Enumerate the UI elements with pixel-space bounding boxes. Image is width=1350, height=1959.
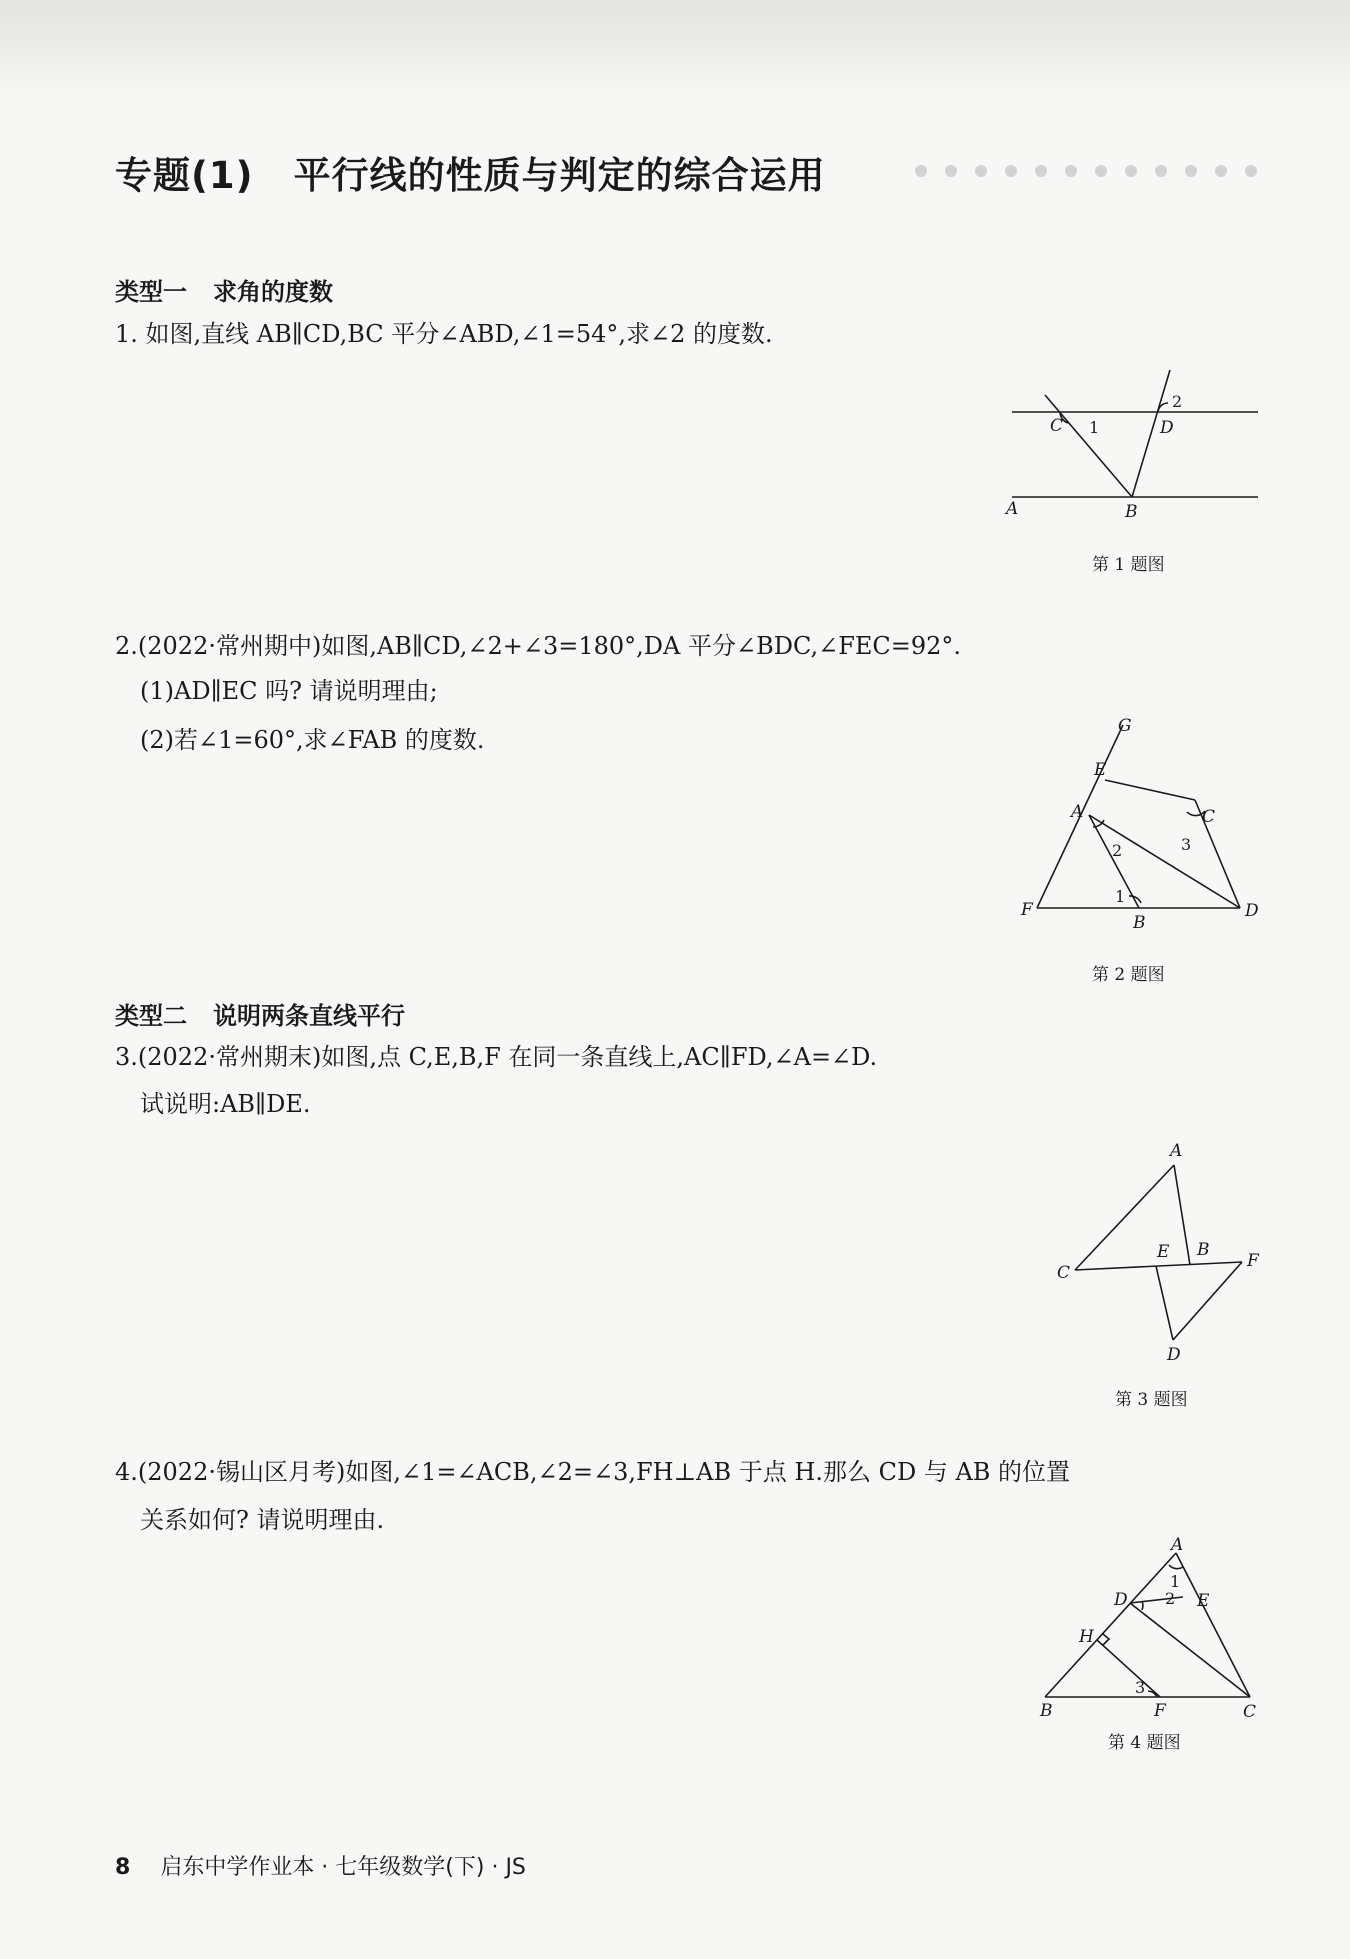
- problem-4-text: 4.(2022·锡山区月考)如图,∠1=∠ACB,∠2=∠3,FH⊥AB 于点 H.那么 CD 与 AB 的位置: [115, 1458, 1071, 1486]
- fig2-label-a: A: [1071, 802, 1084, 822]
- topic-name: 平行线的性质与判定的综合运用: [293, 154, 826, 197]
- problem-2-text: 2.(2022·常州期中)如图,AB∥CD,∠2+∠3=180°,DA 平分∠BDC,∠FEC=92°.: [115, 632, 962, 660]
- figure-2-caption: 第 2 题图: [1092, 965, 1165, 985]
- fig4-label-b: B: [1040, 1701, 1053, 1721]
- figure-2: [1015, 716, 1275, 940]
- fig1-label-d: D: [1160, 418, 1174, 438]
- problem-2-part-1: (1)AD∥EC 吗? 请说明理由;: [140, 677, 438, 705]
- problem-3-line-2: 试说明:AB∥DE.: [140, 1090, 311, 1118]
- fig4-label-c: C: [1243, 1702, 1257, 1722]
- page-top-shading: [0, 0, 1350, 95]
- fig2-label-g: G: [1118, 716, 1132, 736]
- figure-4-caption: 第 4 题图: [1108, 1733, 1181, 1753]
- fig3-label-a: A: [1170, 1141, 1183, 1161]
- fig2-label-c: C: [1202, 807, 1216, 827]
- title-dots-decoration: [915, 165, 1257, 177]
- fig3-label-e: E: [1157, 1242, 1170, 1262]
- fig3-label-c: C: [1057, 1263, 1071, 1283]
- section-heading-1: 类型一 求角的度数: [115, 278, 333, 306]
- problem-3-text: 3.(2022·常州期末)如图,点 C,E,B,F 在同一条直线上,AC∥FD,∠A=∠D.: [115, 1043, 878, 1071]
- figure-1: [1000, 365, 1270, 545]
- page-footer: [115, 1850, 526, 1881]
- section-heading-2: 类型二 说明两条直线平行: [115, 1002, 405, 1030]
- figure-4: [1030, 1535, 1270, 1722]
- fig4-label-d: D: [1114, 1590, 1128, 1610]
- page-number: 8: [115, 1855, 131, 1880]
- topic-number: 专题(1): [115, 154, 254, 197]
- fig4-label-f: F: [1154, 1701, 1166, 1721]
- problem-4-line-2: 关系如何? 请说明理由.: [140, 1506, 385, 1534]
- problem-1-text: 1. 如图,直线 AB∥CD,BC 平分∠ABD,∠1=54°,求∠2 的度数.: [115, 320, 773, 348]
- fig3-label-f: F: [1247, 1251, 1259, 1271]
- fig2-label-e: E: [1094, 760, 1107, 780]
- fig2-label-b: B: [1133, 913, 1146, 933]
- fig1-label-2: 2: [1172, 392, 1183, 411]
- fig4-label-3: 3: [1135, 1678, 1146, 1697]
- fig2-label-f: F: [1021, 900, 1033, 920]
- fig3-label-d: D: [1167, 1345, 1181, 1365]
- fig4-label-h: H: [1079, 1627, 1094, 1647]
- figure-3-caption: 第 3 题图: [1115, 1390, 1188, 1410]
- fig2-label-1: 1: [1115, 887, 1126, 906]
- page-title: [115, 145, 826, 199]
- fig2-label-3: 3: [1181, 835, 1192, 854]
- book-title: 启东中学作业本 · 七年级数学(下) · JS: [160, 1855, 526, 1880]
- fig3-label-b: B: [1197, 1240, 1210, 1260]
- fig4-label-a: A: [1171, 1535, 1184, 1555]
- problem-2-part-2: (2)若∠1=60°,求∠FAB 的度数.: [140, 726, 485, 754]
- figure-1-caption: 第 1 题图: [1092, 555, 1165, 575]
- fig1-label-1: 1: [1089, 418, 1100, 437]
- fig1-label-b: B: [1125, 502, 1138, 522]
- figure-3: [1050, 1140, 1280, 1365]
- fig1-label-a: A: [1006, 499, 1019, 519]
- fig2-label-d: D: [1245, 901, 1259, 921]
- fig4-label-e: E: [1197, 1591, 1210, 1611]
- fig1-label-c: C: [1050, 416, 1064, 436]
- fig4-label-1: 1: [1170, 1572, 1181, 1591]
- fig2-label-2: 2: [1112, 841, 1123, 860]
- fig4-label-2: 2: [1165, 1589, 1176, 1608]
